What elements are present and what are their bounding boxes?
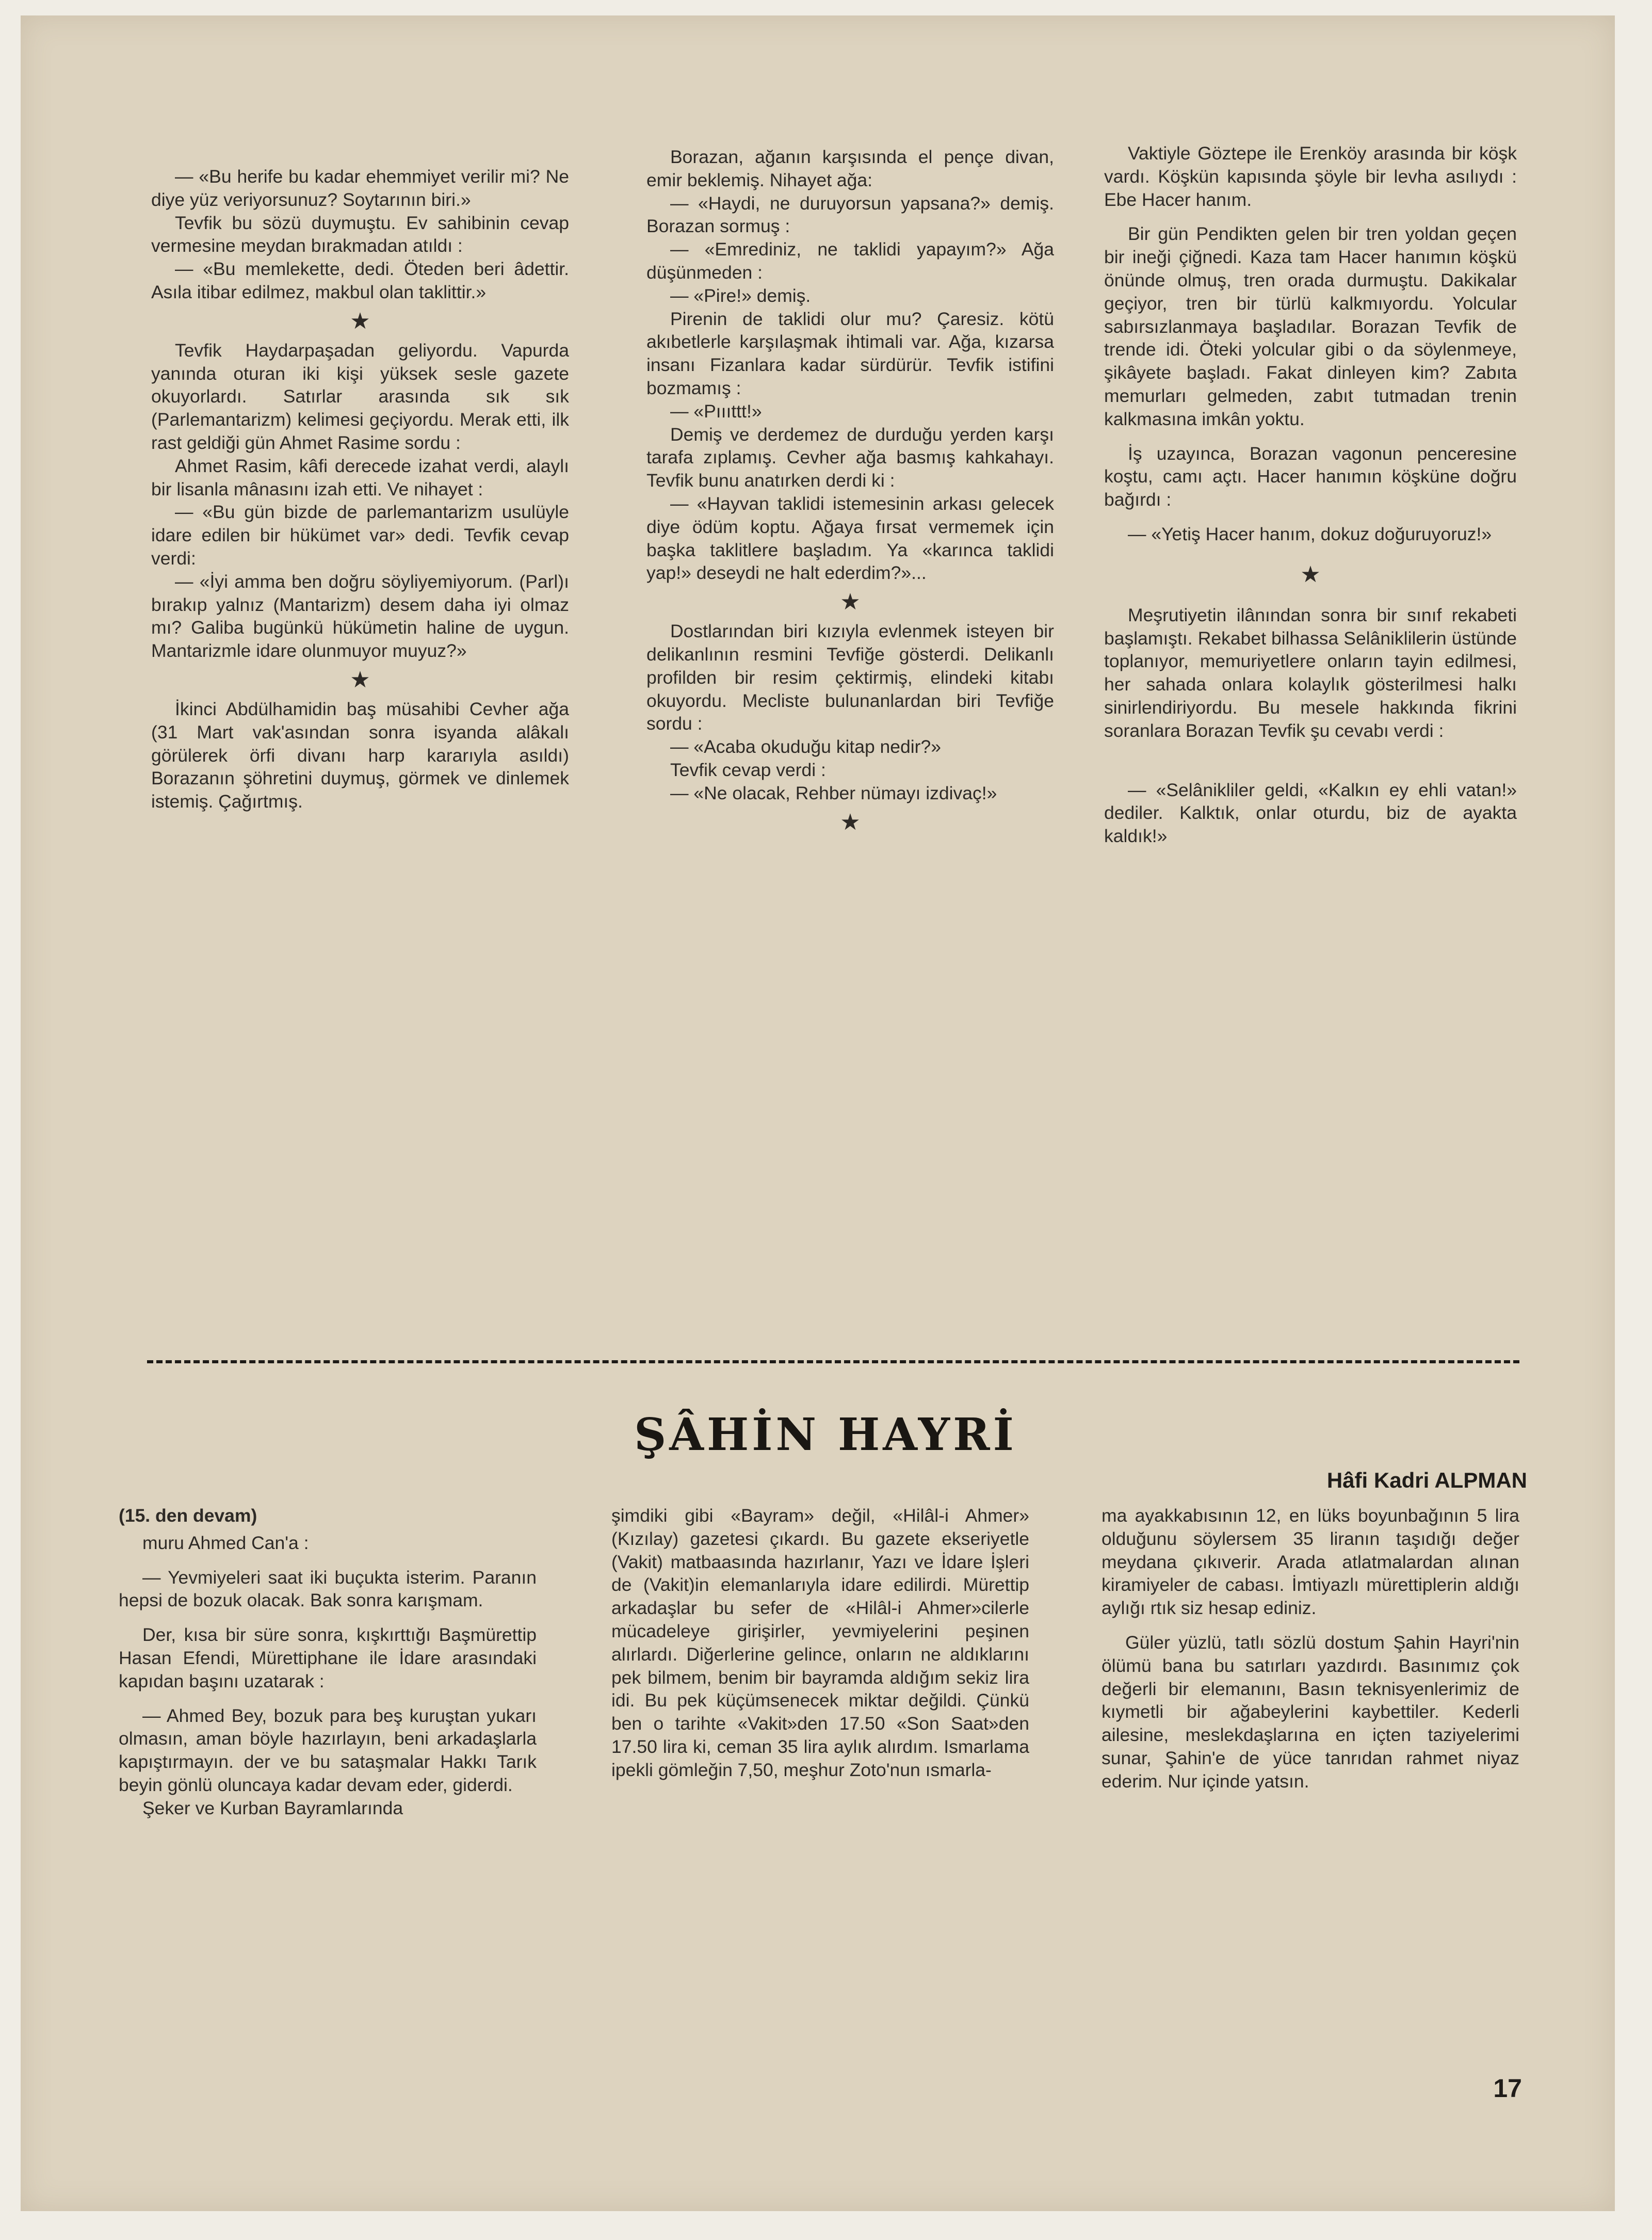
paragraph: İkinci Abdülhamidin baş müsahibi Cevher ağa (31 Mart vak'asından sonra isyanda alâkalı görülerek örfi divanı harp kararıyla asıldı) Borazanın şöhretini duymuş, görmek ve dinlemek istemiş. Çağırtmış.	[151, 698, 569, 812]
paragraph: Demiş ve derdemez de durduğu yerden karşı tarafa zıplamış. Cevher ağa basmış kahkahayı. Tevfik bunu anatırken derdi ki :	[646, 424, 1054, 491]
magazine-page	[21, 15, 1615, 2211]
paragraph: Bir gün Pendikten gelen bir tren yoldan geçen bir ineği çiğnedi. Kaza tam Hacer hanımın köşkü önünde olmuş, tren orada durmuştu. Dakikalar geçiyor, tren bir türlü kalkmıyordu. Yolcular sabırsızlanmaya başladılar. Borazan Tevfik de trende idi. Öteki yolcular gibi o da söylenmeye, şikâyete başladı. Fakat dinleyen kim? Zabıta memurları gelmeden, zabıt tutmadan trenin kalkmasına imkân yoktu.	[1104, 223, 1517, 429]
article-column-3	[1102, 1504, 1519, 1793]
paragraph: Tevfik Haydarpaşadan geliyordu. Vapurda yanında oturan iki kişi yüksek sesle gazete okuyorlardı. Satırlar arasında sık sık (Parlemantarizm) kelimesi geçiyordu. Merak etti, ilk rast geldiği gün Ahmet Rasime sordu :	[151, 340, 569, 453]
paragraph: — «Selânikliler geldi, «Kalkın ey ehli vatan!» dediler. Kalktık, onlar oturdu, biz de ayakta kaldık!»	[1104, 779, 1517, 847]
paragraph: Pirenin de taklidi olur mu? Çaresiz. kötü akıbetlerle karşılaşmak ihtimali var. Ağa, kızarsa insanı Fizanlara kadar sürdürür. Tevfik istifini bozmamış :	[646, 308, 1054, 398]
paragraph: — Yevmiyeleri saat iki buçukta isterim. Paranın hepsi de bozuk olacak. Bak sonra karışmam.	[119, 1567, 537, 1611]
paragraph: Tevfik bu sözü duymuştu. Ev sahibinin cevap vermesine meydan bırakmadan atıldı :	[151, 212, 569, 256]
article-author: Hâfi Kadri ALPMAN	[1326, 1468, 1527, 1492]
paragraph: — «Ne olacak, Rehber nümayı izdivaç!»	[670, 782, 997, 803]
paragraph: — «İyi amma ben doğru söyliyemiyorum. (Parl)ı bırakıp yalnız (Mantarizm) desem daha iyi olmaz mı? Galiba bugünkü hükümetin haline de uygun. Mantarizmle idare olunmuyor muyuz?»	[151, 571, 569, 662]
top-column-1	[151, 165, 569, 813]
paragraph: şimdiki gibi «Bayram» değil, «Hilâl-i Ahmer» (Kızılay) gazetesi çıkardı. Bu gazete ekseriyetle (Vakit) matbaasında hazırlanır, Yazı ve İdare İşleri de (Vakit)in elemanlarıyla idare edilirdi. Mürettip arkadaşlar bu sefer de «Hilâl-i Ahmer»cilerle mücadeleye girişirler, yevmiyelerini peşinen alırlardı. Diğerlerine gelince, onların ne aldıklarını pek bilmem, benim bir bayramda aldığım sekiz lira idi. Bu pek küçümsenecek miktar değildi. Çünkü ben o tarihte «Vakit»den 17.50 «Son Saat»den 17.50 lira ki, ceman 35 lira aylık alırdım. Ismarlama ipekli gömleğin 7,50, meşhur Zoto'nun ısmarla-	[611, 1505, 1029, 1780]
page-number: 17	[1493, 2074, 1522, 2103]
paragraph: — «Bu gün bizde de parlemantarizm usulüyle idare edilen bir hükümet var» dedi. Tevfik cevap verdi:	[151, 502, 569, 569]
paragraph: — «Pire!» demiş.	[670, 285, 811, 306]
paragraph: Güler yüzlü, tatlı sözlü dostum Şahin Hayri'nin ölümü bana bu satırları yazdırdı. Basınımız çok değerli bir elemanını, Basın teknisyenlerimiz de kıymetli bir ağabeylerini kaybettiler. Kederli ailesine, meslekdaşlarına en içten taziyelerimi sunar, Şahin'e de yüce tanrıdan rahmet niyaz ederim. Nur içinde yatsın.	[1102, 1632, 1519, 1792]
paragraph: — «Bu memlekette, dedi. Öteden beri âdettir. Asıla itibar edilmez, makbul olan taklittir.»	[151, 259, 569, 302]
paragraph: muru Ahmed Can'a :	[142, 1532, 309, 1553]
star-separator: ★	[350, 667, 370, 692]
star-separator: ★	[840, 589, 861, 615]
paragraph: Ahmet Rasim, kâfi derecede izahat verdi, alaylı bir lisanla mânasını izah etti. Ve nihayet :	[151, 455, 569, 499]
paragraph: — «Yetiş Hacer hanım, dokuz doğuruyoruz!»	[1128, 523, 1492, 544]
paragraph: Der, kısa bir süre sonra, kışkırttığı Başmürettip Hasan Efendi, Mürettiphane ile İdare arasındaki kapıdan başını uzatarak :	[119, 1624, 537, 1691]
paragraph: — «Acaba okuduğu kitap nedir?»	[670, 736, 941, 758]
star-separator: ★	[1300, 561, 1321, 587]
top-column-3	[1104, 142, 1517, 848]
paragraph: — «Pıııttt!»	[670, 400, 762, 422]
paragraph: Tevfik cevap verdi :	[670, 759, 826, 780]
continuation-note: (15. den devam)	[119, 1505, 257, 1526]
paragraph: — «Emrediniz, ne taklidi yapayım?» Ağa düşünmeden :	[646, 239, 1054, 283]
dashed-divider	[147, 1360, 1519, 1363]
paragraph: Borazan, ağanın karşısında el pençe divan, emir beklemiş. Nihayet ağa:	[646, 147, 1054, 190]
paragraph: Vaktiyle Göztepe ile Erenköy arasında bir köşk vardı. Köşkün kapısında şöyle bir levha asılıydı : Ebe Hacer hanım.	[1104, 143, 1517, 210]
article-title: ŞÂHİN HAYRİ	[634, 1409, 1017, 1461]
paragraph: İş uzayınca, Borazan vagonun penceresine koştu, camı açtı. Hacer hanımın köşküne doğru bağırdı :	[1104, 443, 1517, 510]
paragraph: — Ahmed Bey, bozuk para beş kuruştan yukarı olmasın, aman böyle hazırlayın, beni arkadaşlarla kapıştırmayın. der ve bu sataşmalar Hakkı Tarık beyin gönlü oluncaya kadar devam eder, giderdi.	[119, 1705, 537, 1795]
article-column-2	[611, 1504, 1029, 1782]
paragraph: Meşrutiyetin ilânından sonra bir sınıf rekabeti başlamıştı. Rekabet bilhassa Selâniklilerin üstünde toplanıyor, memuriyetlere onların tayin edilmesi, her sahada onlara kolaylık gösterilmesi halkı sinirlendiriyordu. Bu mesele hakkında fikrini soranlara Borazan Tevfik şu cevabı verdi :	[1104, 604, 1517, 741]
paragraph: Şeker ve Kurban Bayramlarında	[142, 1797, 403, 1818]
top-column-2	[646, 146, 1054, 840]
star-separator: ★	[350, 308, 370, 334]
paragraph: Dostlarından biri kızıyla evlenmek isteyen bir delikanlının resmini Tevfiğe gösterdi. Delikanlı profilden bir resim çektirmiş, elindeki kitabı okuyordu. Mecliste bulunanlardan biri Tevfiğe sordu :	[646, 621, 1054, 734]
paragraph: — «Haydi, ne duruyorsun yapsana?» demiş. Borazan sormuş :	[646, 192, 1054, 237]
paragraph: ma ayakkabısının 12, en lüks boyunbağının 5 lira olduğunu söylersem 35 liranın taşıdığı değer meydana çıkıverir. Arada atlatmalardan alınan kiramiyeler de cabası. İmtiyazlı mürettiplerin aldığı aylığı rtık siz hesap ediniz.	[1102, 1505, 1519, 1619]
star-separator: ★	[840, 809, 861, 835]
paragraph: — «Hayvan taklidi istemesinin arkası gelecek diye ödüm koptu. Ağaya fırsat vermemek için başka taklitlere başladım. Ya «karınca taklidi yap!» deseydi ne halt ederdim?»...	[646, 493, 1054, 584]
article-column-1	[119, 1504, 537, 1820]
paragraph: — «Bu herife bu kadar ehemmiyet verilir mi? Ne diye yüz veriyorsunuz? Soytarının biri.»	[151, 166, 569, 210]
